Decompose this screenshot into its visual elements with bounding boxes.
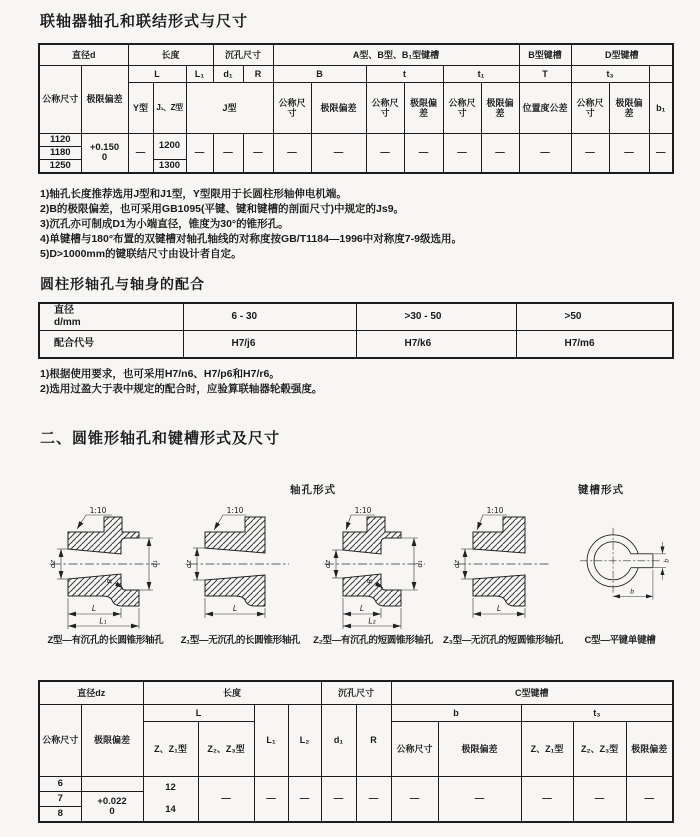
value-cell: — — [321, 777, 356, 823]
col-header-B: B — [273, 66, 366, 83]
diameter-value: 1250 — [39, 160, 81, 174]
C-type-drawing — [568, 502, 672, 630]
caption-Z3: Z₃型—无沉孔的短圆锥形轴孔 — [443, 635, 563, 646]
section-title-conical: 二、圆锥形轴孔和键槽形式及尺寸 — [40, 430, 281, 447]
empty-cell — [81, 777, 143, 792]
col-header-deviation: 极限偏差 — [81, 66, 128, 134]
value-cell: — — [443, 134, 481, 174]
group-length: 长度 — [143, 681, 321, 705]
col-header-Z2Z3: Z₂、Z₃型 — [198, 722, 254, 777]
value-cell: — — [198, 777, 254, 823]
fit-cell: H7/k6 — [356, 331, 516, 359]
value-cell: — — [311, 134, 366, 174]
value-cell: — — [573, 777, 626, 823]
diameter-label: 直径 — [54, 305, 74, 316]
L1-label: L₁ — [98, 616, 107, 626]
deviation-upper: +0.022 — [97, 795, 127, 807]
col-header-t3-Z2Z3: Z₂、Z₃型 — [573, 722, 626, 777]
col-header-t3: t₃ — [521, 705, 673, 722]
range-cell: 6 - 30 — [183, 303, 356, 331]
Z3-type-drawing — [443, 502, 563, 630]
note-line: 5)D>1000mm的键联结尺寸由设计者自定。 — [40, 248, 242, 260]
col-header-b-deviation: 极限偏差 — [438, 722, 521, 777]
col-header-t: t — [366, 66, 443, 83]
col-header-B-nominal: 公称尺寸 — [273, 83, 311, 134]
col-header-R: R — [356, 705, 391, 777]
range-cell: >50 — [516, 303, 673, 331]
col-header-t-deviation: 极限偏差 — [404, 83, 443, 134]
diameter-value: 7 — [39, 792, 81, 807]
page-title: 联轴器轴孔和联结形式与尺寸 — [40, 13, 249, 30]
Z1-type-drawing — [181, 502, 301, 630]
value-cell: — — [288, 777, 321, 823]
L-label: L — [496, 604, 502, 613]
figure-Z-type — [38, 502, 173, 630]
R-label: R — [105, 578, 114, 584]
note-line: 2)选用过盈大于表中规定的配合时，应验算联轴器轮毂强度。 — [40, 383, 323, 395]
table1-notes — [40, 187, 672, 262]
diameter-unit: d/mm — [54, 317, 81, 328]
group-b-keyway: B型键槽 — [519, 44, 571, 66]
figure-group-labels — [38, 482, 672, 498]
Z-type-drawing — [46, 502, 166, 630]
group-counterbore: 沉孔尺寸 — [321, 681, 391, 705]
deviation-value — [81, 792, 143, 823]
hub-section — [473, 517, 525, 606]
note-line: 1)根据使用要求，也可采用H7/n6、H7/p6和H7/r6。 — [40, 368, 280, 380]
d1-label: d₁ — [416, 560, 424, 568]
conical-bore-dimension-table — [38, 680, 674, 823]
figure-C-type — [568, 502, 672, 630]
value-cell: — — [481, 134, 519, 174]
group-counterbore: 沉孔尺寸 — [213, 44, 273, 66]
value-cell: — — [273, 134, 311, 174]
dz-label: dz — [324, 559, 332, 569]
value-cell: — — [366, 134, 404, 174]
value-cell: — — [438, 777, 521, 823]
section-title-cylindrical-fit: 圆柱形轴孔与轴身的配合 — [40, 276, 205, 292]
length-value: 14 — [165, 804, 176, 815]
caption-C: C型—平键单键槽 — [584, 635, 656, 646]
value-cell: — — [404, 134, 443, 174]
figure-row — [38, 502, 672, 630]
col-header-nominal: 公称尺寸 — [39, 705, 81, 777]
hub-section — [343, 517, 401, 606]
diameter-value: 8 — [39, 807, 81, 823]
col-header-L2: L₂ — [288, 705, 321, 777]
col-header-b: b — [391, 705, 521, 722]
value-cell: — — [649, 134, 673, 174]
caption-Z: Z型—有沉孔的长圆锥形轴孔 — [47, 635, 164, 646]
value-cell: — — [213, 134, 243, 174]
value-cell: — — [626, 777, 673, 823]
col-header-ZZ1: Z、Z₁型 — [143, 722, 198, 777]
col-header-t1: t₁ — [443, 66, 519, 83]
length-value: 1200 — [153, 134, 186, 160]
length-value: 1300 — [153, 160, 186, 174]
col-header-t-nominal: 公称尺寸 — [366, 83, 404, 134]
note-line: 1)轴孔长度推荐选用J型和J1型，Y型限用于长圆柱形轴伸电机端。 — [40, 188, 347, 200]
dz-label: dz — [453, 559, 461, 569]
col-header-t3-deviation: 极限偏差 — [609, 83, 649, 134]
b-bottom-label: b — [630, 587, 635, 596]
L2-label: L₂ — [368, 616, 376, 626]
L-label: L — [359, 604, 365, 613]
dimension-lines — [613, 542, 666, 600]
col-header-b1: b₁ — [649, 83, 673, 134]
conical-table-wrap — [38, 680, 672, 823]
col-header-t3: t₃ — [571, 66, 649, 83]
col-header-J-type: J型 — [186, 83, 273, 134]
group-length: 长度 — [128, 44, 213, 66]
group-abb1-keyway: A型、B型、B₁型键槽 — [273, 44, 519, 66]
col-header-L: L — [143, 705, 254, 722]
col-header-L1: L₁ — [186, 66, 213, 83]
deviation-upper: +0.150 — [89, 142, 120, 153]
value-cell: — — [521, 777, 573, 823]
b-width-label: b — [663, 558, 671, 563]
figure-Z3-type — [438, 502, 568, 630]
value-cell: — — [571, 134, 609, 174]
col-header-b-nominal: 公称尺寸 — [391, 722, 438, 777]
value-cell: — — [128, 134, 153, 174]
deviation-lower: 0 — [109, 805, 115, 817]
diameter-value: 6 — [39, 777, 81, 792]
length-value: 12 — [165, 782, 176, 793]
value-cell: — — [609, 134, 649, 174]
d1-label: d₁ — [150, 560, 159, 568]
taper-label: 1:10 — [354, 506, 372, 515]
col-header-t1-deviation: 极限偏差 — [481, 83, 519, 134]
figure-Z2-type — [308, 502, 438, 630]
value-cell: — — [519, 134, 571, 174]
col-header-t3-deviation: 极限偏差 — [626, 722, 673, 777]
cylindrical-fit-table — [38, 302, 674, 359]
dz-label: dz — [48, 559, 57, 569]
group-diameter-d: 直径d — [39, 44, 128, 66]
taper-label: 1:10 — [89, 506, 106, 515]
figure-captions — [38, 632, 672, 646]
col-header-T: T — [519, 66, 571, 83]
dz-label: dz — [184, 559, 193, 569]
note-line: 4)单键槽与180°布置的双键槽对轴孔轴线的对称度按GB/T1184—1996中对称度7-9级选用。 — [40, 233, 462, 245]
taper-label: 1:10 — [226, 506, 243, 515]
value-cell: — — [356, 777, 391, 823]
bore-forms-label: 轴孔形式 — [290, 484, 336, 496]
row-header-fit-code: 配合代号 — [39, 331, 183, 359]
coupling-bore-dimension-table — [38, 43, 674, 174]
deviation-value — [81, 134, 128, 174]
R-label: R — [366, 578, 374, 584]
col-header-d1: d₁ — [321, 705, 356, 777]
col-header-nominal: 公称尺寸 — [39, 66, 81, 134]
note-line: 2)B的极限偏差，也可采用GB1095(平键、键和键槽的剖面尺寸)中规定的Js9。 — [40, 203, 405, 215]
row-header-diameter — [39, 303, 183, 331]
table2-notes — [40, 367, 672, 397]
group-diameter-dz: 直径dz — [39, 681, 143, 705]
col-header-deviation: 极限偏差 — [81, 705, 143, 777]
hub-section — [68, 517, 139, 606]
col-header-L: L — [128, 66, 186, 83]
value-cell: — — [186, 134, 213, 174]
col-header-position-tolerance: 位置度公差 — [519, 83, 571, 134]
caption-Z1: Z₁型—无沉孔的长圆锥形轴孔 — [180, 635, 301, 646]
keyway-forms-label: 键槽形式 — [578, 484, 624, 496]
Z2-type-drawing — [313, 502, 433, 630]
deviation-lower: 0 — [101, 152, 108, 163]
col-header-B-deviation: 极限偏差 — [311, 83, 366, 134]
caption-Z2: Z₂型—有沉孔的短圆锥形轴孔 — [313, 635, 433, 646]
fit-cell: H7/m6 — [516, 331, 673, 359]
fit-cell: H7/j6 — [183, 331, 356, 359]
empty-header-cell — [649, 66, 673, 83]
taper-label: 1:10 — [486, 506, 504, 515]
col-header-t1-nominal: 公称尺寸 — [443, 83, 481, 134]
length-values — [143, 777, 198, 823]
figure-Z1-type — [173, 502, 308, 630]
group-d-keyway: D型键槽 — [571, 44, 673, 66]
value-cell: — — [391, 777, 438, 823]
col-header-t3-nominal: 公称尺寸 — [571, 83, 609, 134]
col-header-d1: d₁ — [213, 66, 243, 83]
L-label: L — [232, 604, 237, 613]
col-header-R: R — [243, 66, 273, 83]
range-cell: >30 - 50 — [356, 303, 516, 331]
diameter-value: 1120 — [39, 134, 81, 147]
diameter-value: 1180 — [39, 147, 81, 160]
hub-section — [205, 517, 265, 606]
col-header-Y-type: Y型 — [128, 83, 153, 134]
col-header-t3-ZZ1: Z、Z₁型 — [521, 722, 573, 777]
L-label: L — [91, 604, 96, 613]
col-header-L1: L₁ — [254, 705, 288, 777]
note-line: 3)沉孔亦可制成D1为小端直径，锥度为30°的锥形孔。 — [40, 218, 289, 230]
value-cell: — — [254, 777, 288, 823]
value-cell: — — [243, 134, 273, 174]
group-c-keyway: C型键槽 — [391, 681, 673, 705]
col-header-J1Z-type: J₁、Z型 — [153, 83, 186, 134]
